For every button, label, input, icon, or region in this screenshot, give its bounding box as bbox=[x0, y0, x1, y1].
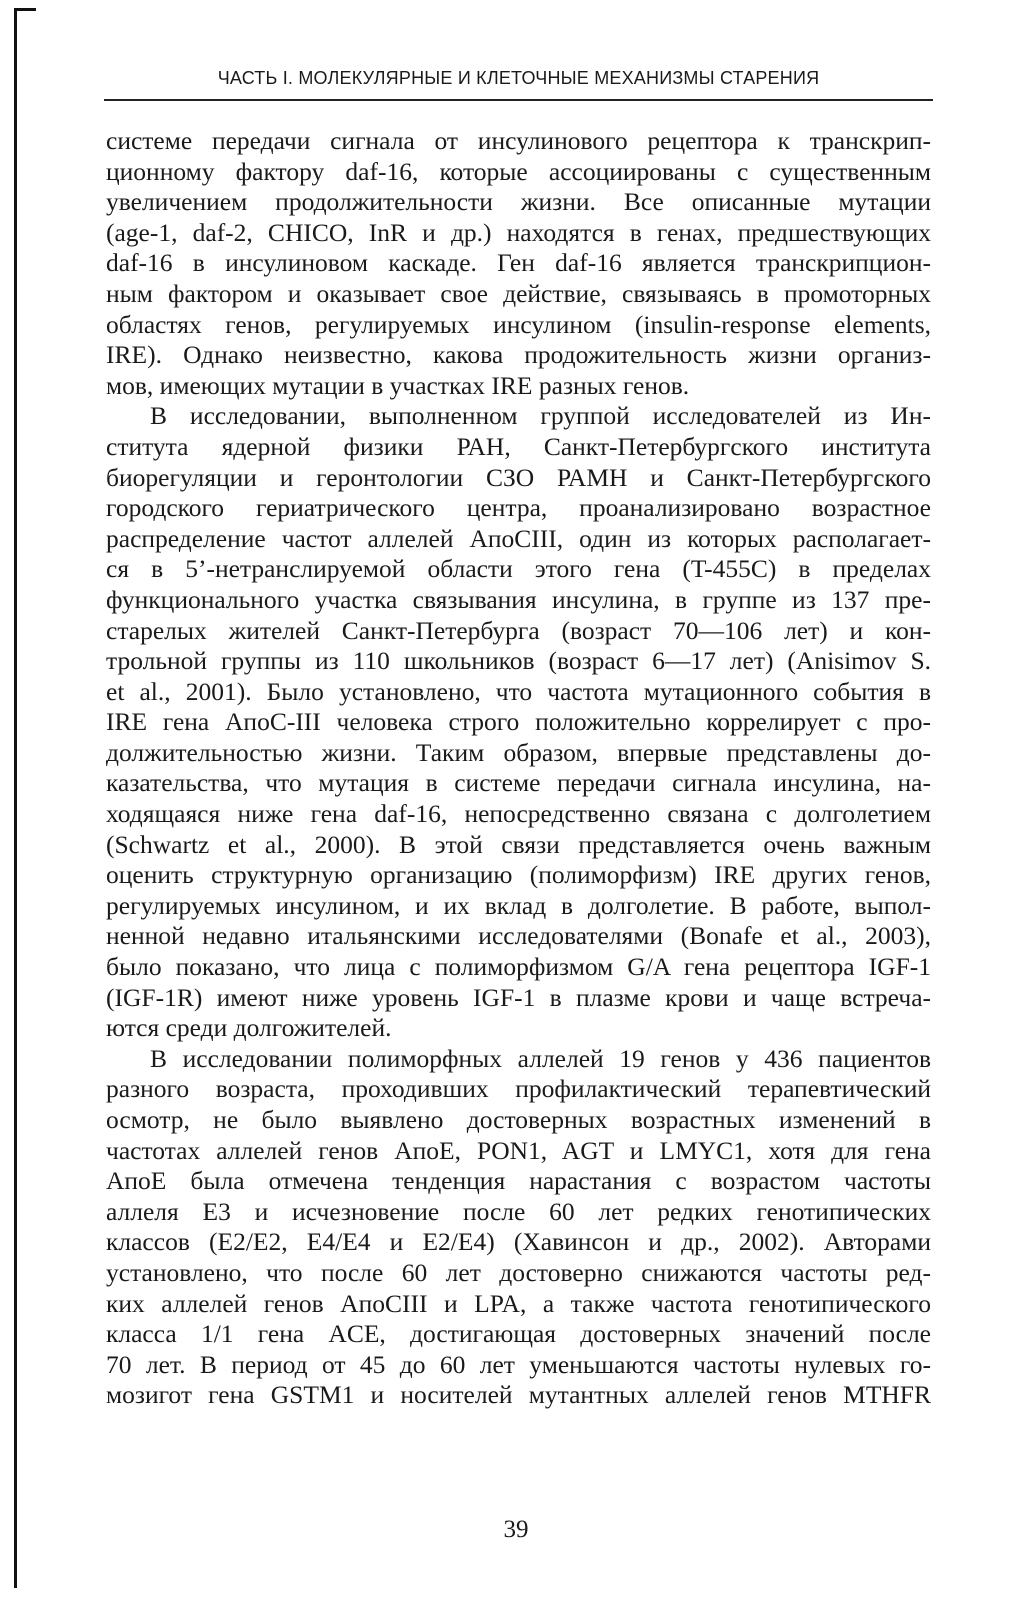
text-line: IRE гена АпоС-III человека строго положительно коррелирует с про- bbox=[106, 707, 931, 737]
running-head: ЧАСТЬ I. МОЛЕКУЛЯРНЫЕ И КЛЕТОЧНЫЕ МЕХАНИЗМЫ СТАРЕНИЯ bbox=[217, 68, 820, 88]
text-line: ститута ядерной физики РАН, Санкт-Петербургского института bbox=[106, 431, 931, 461]
text-line: (age-1, daf-2, CHICO, InR и др.) находятся в генах, предшествующих bbox=[106, 217, 931, 247]
text-line: ционному фактору daf-16, которые ассоциированы с существенным bbox=[106, 156, 931, 186]
text-line: аллеля Е3 и исчезновение после 60 лет редких генотипических bbox=[106, 1196, 931, 1226]
text-line: ненной недавно итальянскими исследователями (Bonafe et al., 2003), bbox=[106, 921, 931, 951]
text-line: мозигот гена GSTM1 и носителей мутантных аллелей генов MTHFR bbox=[106, 1380, 931, 1410]
text-line: распределение частот аллелей АпоCIII, один из которых располагает- bbox=[106, 523, 931, 553]
text-line: должительностью жизни. Таким образом, впервые представлены до- bbox=[106, 737, 931, 767]
text-line: частотах аллелей генов АпоЕ, PON1, AGT и LMYC1, хотя для гена bbox=[106, 1135, 931, 1165]
text-line: ходящаяся ниже гена daf-16, непосредственно связана с долголетием bbox=[106, 799, 931, 829]
text-line: (Schwartz et al., 2000). В этой связи представляется очень важным bbox=[106, 829, 931, 859]
header-rule bbox=[104, 99, 933, 101]
text-line: ких аллелей генов АпоCIII и LPA, а также частота генотипического bbox=[106, 1288, 931, 1318]
text-line: daf-16 в инсулиновом каскаде. Ген daf-16 является транскрипцион- bbox=[106, 248, 931, 278]
text-line: увеличением продолжительности жизни. Все описанные мутации bbox=[106, 187, 931, 217]
text-line: IRE). Однако неизвестно, какова продожительность жизни организ- bbox=[106, 340, 931, 370]
text-line: разного возраста, проходивших профилактический терапевтический bbox=[106, 1074, 931, 1104]
text-line: ются среди долгожителей. bbox=[106, 1013, 392, 1043]
page-number: 39 bbox=[503, 1516, 529, 1543]
text-line: класса 1/1 гена ACE, достигающая достоверных значений после bbox=[106, 1319, 931, 1349]
text-line: старелых жителей Санкт-Петербурга (возраст 70—106 лет) и кон- bbox=[106, 615, 931, 645]
text-line: городского гериатрического центра, проанализировано возрастное bbox=[106, 493, 931, 523]
text-line: было показано, что лица с полиморфизмом G/A гена рецептора IGF-1 bbox=[106, 952, 931, 982]
text-line: казательства, что мутация в системе передачи сигнала инсулина, на- bbox=[106, 768, 931, 798]
text-line: et al., 2001). Было установлено, что частота мутационного события в bbox=[106, 676, 931, 706]
crop-mark-horizontal bbox=[14, 8, 36, 11]
text-line: ным фактором и оказывает свое действие, связываясь в промоторных bbox=[106, 278, 931, 308]
text-line: трольной группы из 110 школьников (возраст 6—17 лет) (Anisimov S. bbox=[106, 646, 931, 676]
text-line: В исследовании полиморфных аллелей 19 генов у 436 пациентов bbox=[150, 1043, 931, 1073]
text-line: биорегуляции и геронтологии СЗО РАМН и Санкт-Петербургского bbox=[106, 462, 931, 492]
text-line: (IGF-1R) имеют ниже уровень IGF-1 в плазме крови и чаще встреча- bbox=[106, 982, 931, 1012]
text-line: 70 лет. В период от 45 до 60 лет уменьшаются частоты нулевых го- bbox=[106, 1349, 931, 1379]
text-line: ся в 5’-нетранслируемой области этого гена (T-455C) в пределах bbox=[106, 554, 931, 584]
text-line: оценить структурную организацию (полиморфизм) IRE других генов, bbox=[106, 860, 931, 890]
text-line: АпоЕ была отмечена тенденция нарастания с возрастом частоты bbox=[106, 1166, 931, 1196]
text-line: классов (Е2/Е2, Е4/Е4 и Е2/Е4) (Хавинсон и др., 2002). Авторами bbox=[106, 1227, 931, 1257]
text-line: мов, имеющих мутации в участках IRE разных генов. bbox=[106, 370, 690, 400]
text-line: В исследовании, выполненном группой исследователей из Ин- bbox=[150, 401, 931, 431]
text-line: осмотр, не было выявлено достоверных возрастных изменений в bbox=[106, 1105, 931, 1134]
crop-mark-vertical bbox=[14, 8, 17, 1588]
text-line: установлено, что после 60 лет достоверно снижаются частоты ред- bbox=[106, 1257, 931, 1287]
body-text bbox=[106, 126, 931, 1411]
text-line: областях генов, регулируемых инсулином (insulin-response elements, bbox=[106, 309, 931, 339]
text-line: системе передачи сигнала от инсулинового рецептора к транскрип- bbox=[106, 126, 931, 155]
text-line: функционального участка связывания инсулина, в группе из 137 пре- bbox=[106, 584, 931, 614]
text-line: регулируемых инсулином, и их вклад в долголетие. В работе, выпол- bbox=[106, 890, 931, 920]
